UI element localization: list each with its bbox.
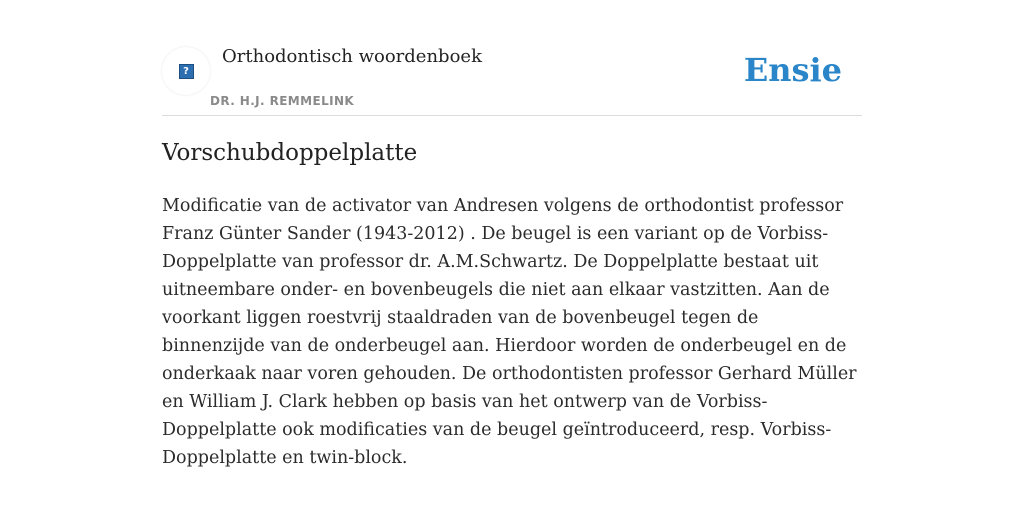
dictionary-title-link[interactable]: Orthodontisch woordenboek (222, 46, 482, 67)
entry-title: Vorschubdoppelplatte (162, 140, 418, 166)
entry-definition: Modificatie van de activator van Andresen volgens de orthodontist professor Franz Günter Sander (1943-2012) . De beugel is een variant op de Vorbiss-Doppelplatte van professor dr. A.M.Schwartz. De Doppelplatte bestaat uit uitneembare onder- en bovenbeugels die niet aan elkaar vastzitten. Aan de voorkant liggen roestvrij staaldraden van de bovenbeugel tegen de binnenzijde van de onderbeugel aan. Hierdoor worden de onderbeugel en de onderkaak naar voren gehouden. De orthodontisten professor Gerhard Müller en William J. Clark hebben op basis van het ontwerp van de Vorbiss-Doppelplatte ook modificaties van de beugel geïntroduceerd, resp. Vorbiss-Doppelplatte en twin-block. (162, 196, 857, 468)
author-name: DR. H.J. REMMELINK (210, 94, 355, 108)
dictionary-header (162, 44, 862, 116)
ensie-logo[interactable]: Ensie (743, 51, 842, 89)
question-mark-icon: ? (179, 64, 194, 79)
book-cover-icon[interactable] (162, 47, 210, 95)
